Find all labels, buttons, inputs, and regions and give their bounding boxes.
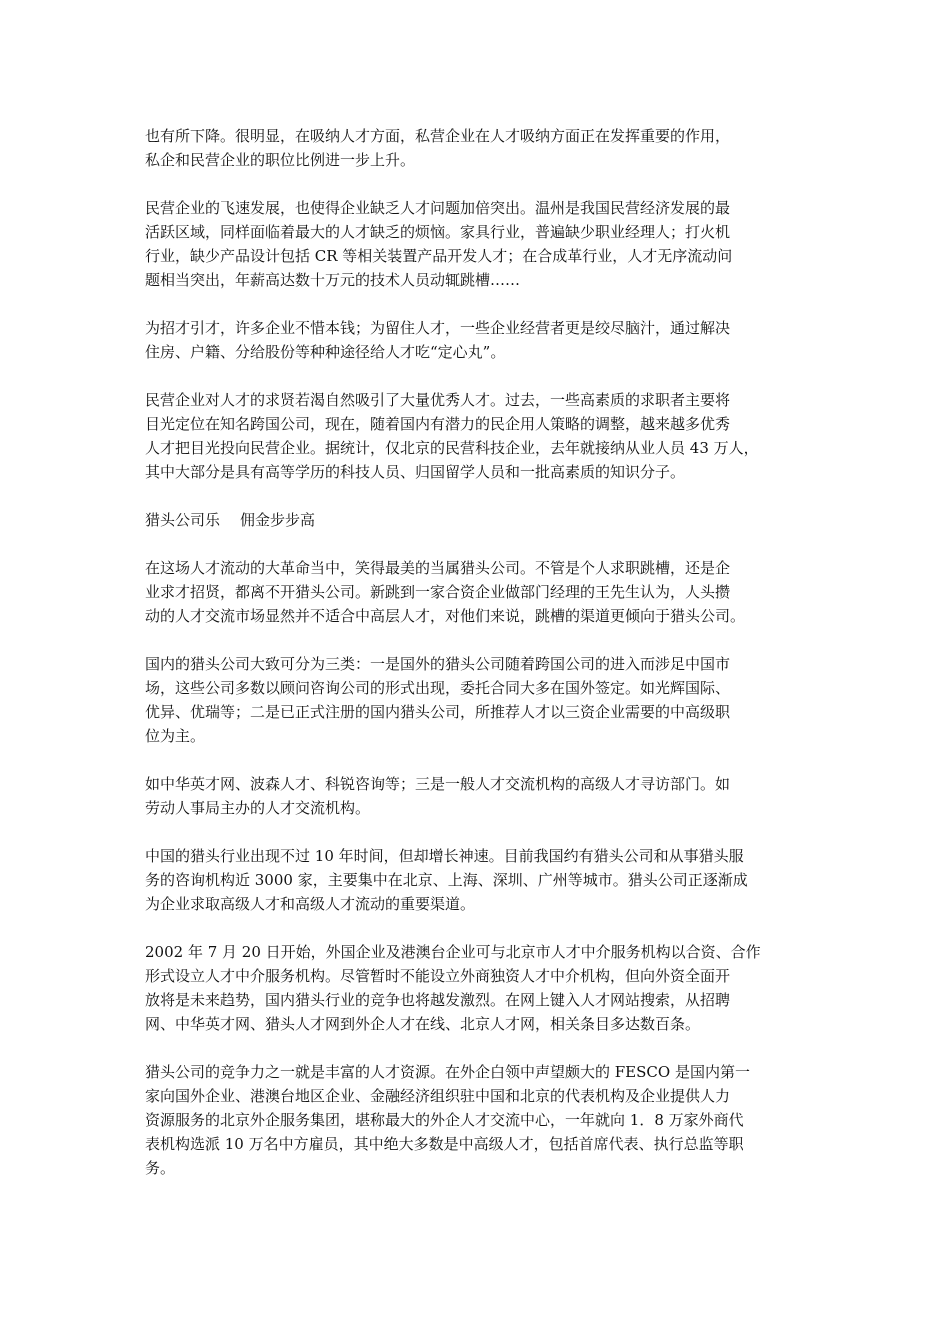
text-line: 网、中华英才网、猎头人才网到外企人才在线、北京人才网，相关条目多达数百条。 bbox=[145, 1015, 701, 1033]
paragraph-6 bbox=[145, 652, 820, 748]
text-line: 在这场人才流动的大革命当中，笑得最美的当属猎头公司。不管是个人求职跳槽，还是企 bbox=[145, 559, 731, 577]
paragraph-8 bbox=[145, 844, 820, 916]
text-line: 国内的猎头公司大致可分为三类：一是国外的猎头公司随着跨国公司的进入而涉足中国市 bbox=[145, 655, 731, 673]
text-line: 活跃区域，同样面临着最大的人才缺乏的烦恼。家具行业，普遍缺少职业经理人；打火机 bbox=[145, 223, 731, 241]
paragraph-7 bbox=[145, 772, 820, 820]
text-line: 为企业求取高级人才和高级人才流动的重要渠道。 bbox=[145, 895, 476, 913]
text-line: 人才把目光投向民营企业。据统计，仅北京的民营科技企业，去年就接纳从业人员 43 万人， bbox=[145, 439, 759, 457]
text-line: 家向国外企业、港澳台地区企业、金融经济组织驻中国和北京的代表机构及企业提供人力 bbox=[145, 1087, 731, 1105]
text-line: 动的人才交流市场显然并不适合中高层人才，对他们来说，跳槽的渠道更倾向于猎头公司。 bbox=[145, 607, 746, 625]
section-subheading bbox=[145, 508, 820, 532]
text-line: 也有所下降。很明显，在吸纳人才方面，私营企业在人才吸纳方面正在发挥重要的作用， bbox=[145, 127, 731, 145]
paragraph-3 bbox=[145, 316, 820, 364]
text-line: 行业，缺少产品设计包括 CR 等相关装置产品开发人才；在合成革行业，人才无序流动问 bbox=[145, 247, 733, 265]
text-line: 放将是未来趋势，国内猎头行业的竞争也将越发激烈。在网上键入人才网站搜索，从招聘 bbox=[145, 991, 731, 1009]
text-line: 中国的猎头行业出现不过 10 年时间，但却增长神速。目前我国约有猎头公司和从事猎头服 bbox=[145, 847, 744, 865]
text-line: 住房、户籍、分给股份等种种途径给人才吃“定心丸”。 bbox=[145, 343, 506, 361]
text-line: 猎头公司的竞争力之一就是丰富的人才资源。在外企白领中声望颇大的 FESCO 是国内第一 bbox=[145, 1063, 750, 1081]
text-line: 目光定位在知名跨国公司，现在，随着国内有潜力的民企用人策略的调整，越来越多优秀 bbox=[145, 415, 731, 433]
paragraph-9 bbox=[145, 940, 820, 1036]
text-line: 资源服务的北京外企服务集团，堪称最大的外企人才交流中心，一年就向 1．8 万家外商代 bbox=[145, 1111, 744, 1129]
text-line: 优异、优瑞等；二是已正式注册的国内猎头公司，所推荐人才以三资企业需要的中高级职 bbox=[145, 703, 731, 721]
subheading-line bbox=[145, 508, 820, 532]
text-line: 如中华英才网、波森人才、科锐咨询等；三是一般人才交流机构的高级人才寻访部门。如 bbox=[145, 775, 731, 793]
text-line: 民营企业的飞速发展，也使得企业缺乏人才问题加倍突出。温州是我国民营经济发展的最 bbox=[145, 199, 731, 217]
text-line: 为招才引才，许多企业不惜本钱；为留住人才，一些企业经营者更是绞尽脑汁，通过解决 bbox=[145, 319, 731, 337]
text-line: 表机构选派 10 万名中方雇员，其中绝大多数是中高级人才，包括首席代表、执行总监等职 bbox=[145, 1135, 744, 1153]
text-line: 务。 bbox=[145, 1159, 176, 1177]
paragraph-2 bbox=[145, 196, 820, 292]
document-page bbox=[145, 124, 820, 1204]
text-line: 业求才招贤，都离不开猎头公司。新跳到一家合资企业做部门经理的王先生认为，人头攒 bbox=[145, 583, 731, 601]
text-line: 民营企业对人才的求贤若渴自然吸引了大量优秀人才。过去，一些高素质的求职者主要将 bbox=[145, 391, 731, 409]
text-line: 务的咨询机构近 3000 家，主要集中在北京、上海、深圳、广州等城市。猎头公司正逐渐成 bbox=[145, 871, 748, 889]
text-line: 私企和民营企业的职位比例进一步上升。 bbox=[145, 151, 416, 169]
paragraph-5 bbox=[145, 556, 820, 628]
text-line: 题相当突出，年薪高达数十万元的技术人员动辄跳槽…… bbox=[145, 271, 521, 289]
subheading-part-1: 猎头公司乐 bbox=[145, 511, 221, 529]
paragraph-10 bbox=[145, 1060, 820, 1180]
text-line: 2002 年 7 月 20 日开始，外国企业及港澳台企业可与北京市人才中介服务机构以合资、合作 bbox=[145, 943, 761, 961]
paragraph-1 bbox=[145, 124, 820, 172]
text-line: 形式设立人才中介服务机构。尽管暂时不能设立外商独资人才中介机构，但向外资全面开 bbox=[145, 967, 731, 985]
text-line: 位为主。 bbox=[145, 727, 206, 745]
text-line: 劳动人事局主办的人才交流机构。 bbox=[145, 799, 371, 817]
subheading-part-2: 佣金步步高 bbox=[240, 511, 316, 529]
text-line: 场，这些公司多数以顾问咨询公司的形式出现，委托合同大多在国外签定。如光辉国际、 bbox=[145, 679, 731, 697]
text-line: 其中大部分是具有高等学历的科技人员、归国留学人员和一批高素质的知识分子。 bbox=[145, 463, 686, 481]
paragraph-4 bbox=[145, 388, 820, 484]
